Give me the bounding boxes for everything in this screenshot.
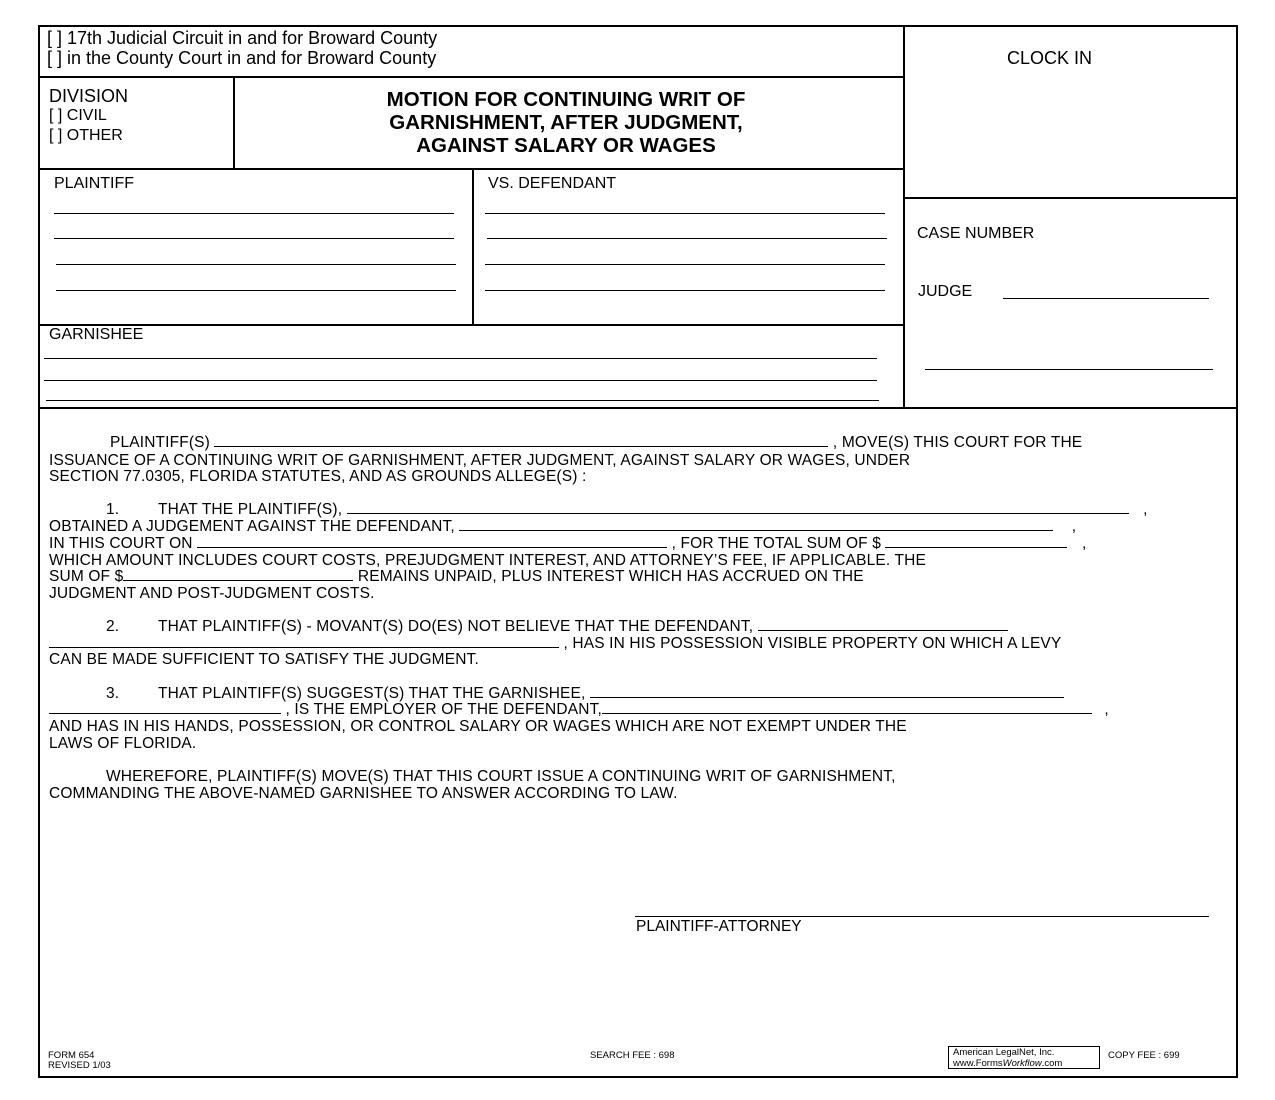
p3-line-4: LAWS OF FLORIDA. bbox=[49, 735, 197, 752]
court-option-circuit[interactable]: [ ] 17th Judicial Circuit in and for Broward County bbox=[47, 28, 438, 48]
court-row-bottom-line bbox=[38, 76, 904, 78]
intro-move-text: , MOVE(S) THIS COURT FOR THE bbox=[832, 434, 1083, 451]
defendant-line-4[interactable] bbox=[485, 290, 885, 291]
logo-line-1: American LegalNet, Inc. bbox=[953, 1047, 1055, 1058]
revised-date: REVISED 1/03 bbox=[48, 1060, 111, 1071]
form-title-line-1: MOTION FOR CONTINUING WRIT OF bbox=[386, 88, 746, 111]
p2-believe-text: THAT PLAINTIFF(S) - MOVANT(S) DO(ES) NOT BELIEVE THAT THE DEFENDANT, bbox=[158, 618, 754, 635]
p1-total-sum-blank[interactable] bbox=[885, 535, 1067, 548]
p1-plaintiff-text: THAT THE PLAINTIFF(S), bbox=[158, 501, 343, 518]
p1-unpaid-sum-blank[interactable] bbox=[123, 568, 353, 581]
intro-line-3: SECTION 77.0305, FLORIDA STATUTES, AND AS GROUNDS ALLEGE(S) : bbox=[49, 468, 587, 485]
garnishee-label: GARNISHEE bbox=[49, 326, 144, 343]
form-title bbox=[236, 88, 896, 157]
defendant-line-3[interactable] bbox=[485, 264, 885, 265]
p1-line-6: JUDGMENT AND POST-JUDGMENT COSTS. bbox=[49, 585, 375, 602]
p1-date-blank[interactable] bbox=[197, 535, 667, 548]
plaintiff-line-2[interactable] bbox=[54, 238, 454, 239]
p1-line-3 bbox=[49, 535, 1224, 552]
p2-line-1 bbox=[49, 618, 1224, 635]
p2-possession-text: , HAS IN HIS POSSESSION VISIBLE PROPERTY ON WHICH A LEVY bbox=[563, 635, 1062, 652]
plaintiff-line-4[interactable] bbox=[56, 290, 456, 291]
p2-line-3: CAN BE MADE SUFFICIENT TO SATISFY THE JUDGMENT. bbox=[49, 651, 479, 668]
p1-total-sum-text: , FOR THE TOTAL SUM OF $ bbox=[671, 535, 882, 552]
p1-judgement-text: OBTAINED A JUDGEMENT AGAINST THE DEFENDANT, bbox=[49, 518, 455, 535]
header-divider-vertical bbox=[903, 25, 905, 408]
party-row-bottom-line bbox=[38, 324, 904, 326]
defendant-label: VS. DEFENDANT bbox=[488, 175, 617, 192]
p3-number: 3. bbox=[106, 685, 120, 702]
american-legalnet-logo bbox=[948, 1046, 1100, 1069]
logo-line-2 bbox=[953, 1058, 1099, 1069]
p3-line-2 bbox=[49, 701, 1224, 718]
p1-comma-1: , bbox=[1143, 501, 1148, 518]
wherefore-text-1: WHEREFORE, PLAINTIFF(S) MOVE(S) THAT THIS COURT ISSUE A CONTINUING WRIT OF GARNISHMENT, bbox=[106, 768, 896, 785]
p3-garnishee-text: THAT PLAINTIFF(S) SUGGEST(S) THAT THE GARNISHEE, bbox=[158, 685, 586, 702]
p2-defendant-blank-2[interactable] bbox=[49, 635, 559, 648]
form-title-line-2: GARNISHMENT, AFTER JUDGMENT, bbox=[389, 111, 743, 134]
p3-defendant-blank[interactable] bbox=[602, 701, 1092, 714]
plaintiff-line-1[interactable] bbox=[54, 213, 454, 214]
p1-defendant-blank[interactable] bbox=[459, 518, 1053, 531]
court-option-county[interactable]: [ ] in the County Court in and for Broward County bbox=[47, 48, 437, 68]
garnishee-line-3[interactable] bbox=[46, 400, 879, 401]
extra-field-line[interactable] bbox=[925, 369, 1213, 370]
division-label: DIVISION bbox=[49, 86, 129, 106]
p2-line-2 bbox=[49, 635, 1224, 652]
intro-plaintiff-label: PLAINTIFF(S) bbox=[110, 434, 210, 451]
p1-comma-3: , bbox=[1081, 535, 1087, 552]
p1-comma-2: , bbox=[1071, 518, 1077, 535]
signature-line[interactable] bbox=[635, 916, 1209, 917]
division-civil-option[interactable]: [ ] CIVIL bbox=[49, 107, 107, 124]
p1-sum-of-text: SUM OF $ bbox=[49, 568, 124, 585]
intro-line-2: ISSUANCE OF A CONTINUING WRIT OF GARNISHMENT, AFTER JUDGMENT, AGAINST SALARY OR WAGES, UNDER bbox=[49, 452, 911, 469]
garnishee-line-1[interactable] bbox=[44, 358, 877, 359]
header-bottom-line bbox=[38, 407, 1236, 409]
logo-workflow: Workflow bbox=[1002, 1058, 1042, 1069]
copy-fee: COPY FEE : 699 bbox=[1108, 1050, 1180, 1061]
p1-line-5 bbox=[49, 568, 1224, 585]
division-other-option[interactable]: [ ] OTHER bbox=[49, 127, 123, 144]
garnishee-line-2[interactable] bbox=[44, 380, 877, 381]
case-number-label: CASE NUMBER bbox=[917, 225, 1035, 242]
p2-number: 2. bbox=[106, 618, 120, 635]
party-divider bbox=[472, 168, 474, 324]
logo-forms: www.Forms bbox=[953, 1058, 1003, 1069]
p1-line-2 bbox=[49, 518, 1224, 535]
wherefore-line-1 bbox=[49, 768, 1224, 785]
intro-plaintiff-blank[interactable] bbox=[214, 434, 828, 447]
p1-remains-unpaid-text: REMAINS UNPAID, PLUS INTEREST WHICH HAS ACCRUED ON THE bbox=[357, 568, 864, 585]
p1-plaintiff-blank[interactable] bbox=[347, 501, 1129, 514]
logo-com: .com bbox=[1041, 1058, 1063, 1069]
p1-line-4: WHICH AMOUNT INCLUDES COURT COSTS, PREJUDGMENT INTEREST, AND ATTORNEY’S FEE, IF APPLICABLE. THE bbox=[49, 552, 926, 569]
title-row-bottom-line bbox=[38, 168, 904, 170]
wherefore-line-2: COMMANDING THE ABOVE-NAMED GARNISHEE TO ANSWER ACCORDING TO LAW. bbox=[49, 785, 678, 802]
defendant-line-1[interactable] bbox=[485, 213, 885, 214]
intro-line-1 bbox=[49, 434, 1224, 451]
p3-garnishee-blank-2[interactable] bbox=[49, 701, 281, 714]
judge-label: JUDGE bbox=[918, 283, 973, 300]
p1-line-1 bbox=[49, 501, 1224, 518]
p2-defendant-blank-1[interactable] bbox=[758, 618, 1008, 631]
plaintiff-line-3[interactable] bbox=[56, 264, 456, 265]
p3-line-1 bbox=[49, 685, 1224, 702]
p3-garnishee-blank-1[interactable] bbox=[590, 685, 1064, 698]
defendant-line-2[interactable] bbox=[487, 238, 887, 239]
form-title-line-3: AGAINST SALARY OR WAGES bbox=[416, 134, 716, 157]
search-fee: SEARCH FEE : 698 bbox=[590, 1050, 675, 1061]
p3-employer-text: , IS THE EMPLOYER OF THE DEFENDANT, bbox=[285, 701, 602, 718]
p1-court-on-text: IN THIS COURT ON bbox=[49, 535, 193, 552]
division-divider bbox=[233, 76, 235, 169]
p3-comma: , bbox=[1104, 701, 1109, 718]
signature-label: PLAINTIFF-ATTORNEY bbox=[636, 918, 802, 935]
p3-line-3: AND HAS IN HIS HANDS, POSSESSION, OR CONTROL SALARY OR WAGES WHICH ARE NOT EXEMPT UNDER THE bbox=[49, 718, 907, 735]
clock-in-label: CLOCK IN bbox=[1007, 48, 1093, 68]
plaintiff-label: PLAINTIFF bbox=[54, 175, 135, 192]
clock-in-bottom-line bbox=[903, 197, 1236, 199]
form-number: FORM 654 bbox=[48, 1050, 95, 1061]
p1-number: 1. bbox=[106, 501, 120, 518]
judge-field[interactable] bbox=[1003, 298, 1209, 299]
